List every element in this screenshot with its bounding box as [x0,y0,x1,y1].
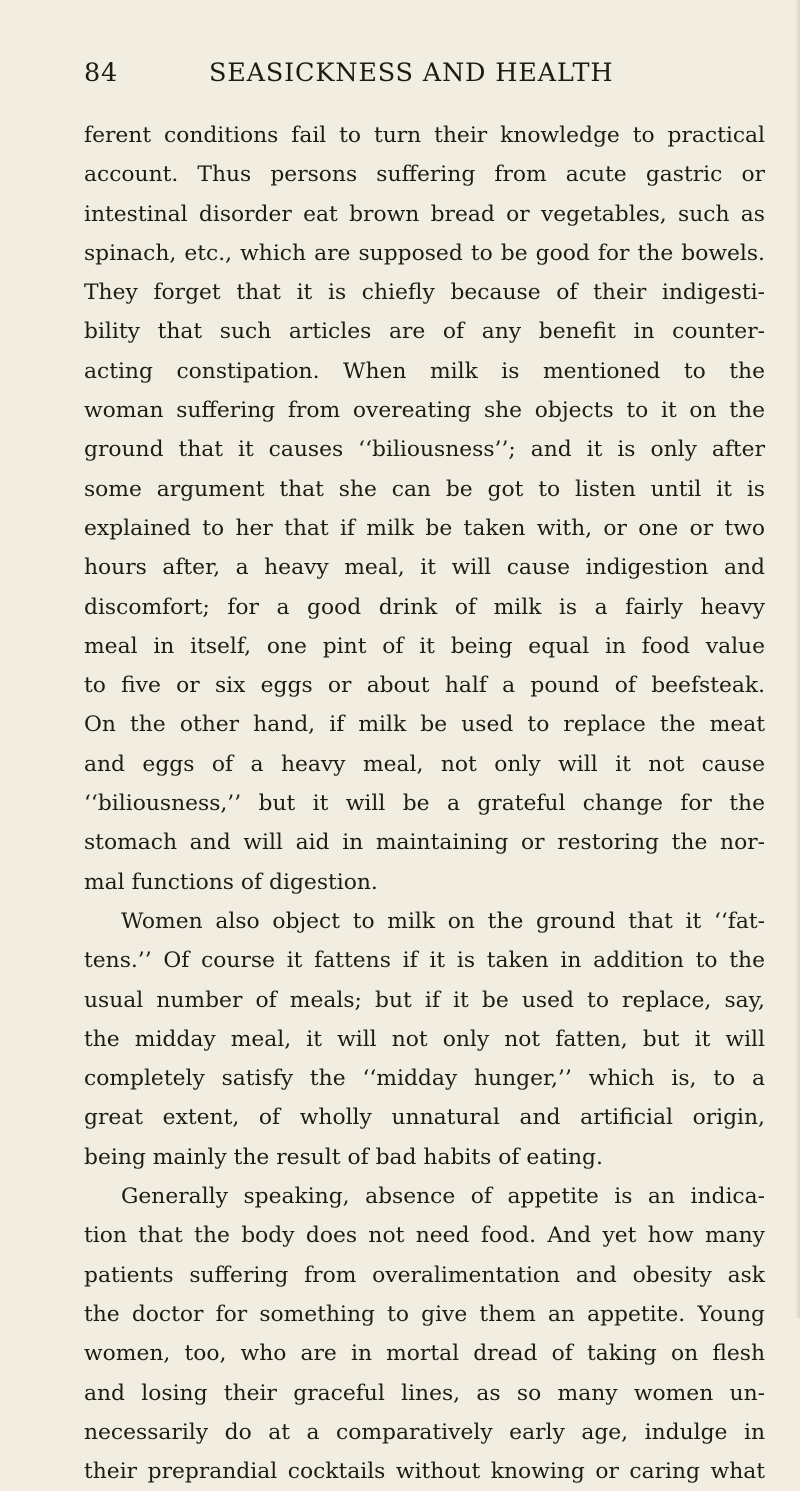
text-line: stomach and will aid in maintaining or restoring the nor- [84,830,765,856]
text-line: discomfort; for a good drink of milk is a fairly heavy [84,594,765,620]
text-line: tens.’’ Of course it fattens if it is taken in addition to the [84,948,765,974]
body-text [84,116,765,1491]
text-line: hours after, a heavy meal, it will cause indigestion and [84,555,765,581]
running-title: SEASICKNESS AND HEALTH [209,58,614,88]
paragraph-start-line: Women also object to milk on the ground that it ‘‘fat- [121,908,765,934]
text-line: On the other hand, if milk be used to replace the meat [84,712,765,738]
page-number: 84 [84,58,119,88]
text-line: ground that it causes ‘‘biliousness’’; and it is only after [84,437,765,463]
text-line: woman suffering from overeating she objects to it on the [84,398,765,424]
text-line: explained to her that if milk be taken with, or one or two [84,515,765,541]
text-line: necessarily do at a comparatively early age, indulge in [84,1419,765,1445]
text-line: completely satisfy the ‘‘midday hunger,’’ which is, to a [84,1066,765,1092]
text-line: the doctor for something to give them an appetite. Young [84,1301,765,1327]
text-line: to five or six eggs or about half a pound of beefsteak. [84,673,765,699]
text-line: usual number of meals; but if it be used to replace, say, [84,987,765,1013]
page-edge [795,0,800,1318]
text-line: ferent conditions fail to turn their knowledge to practical [84,123,765,148]
text-line: acting constipation. When milk is mentioned to the [84,358,765,384]
text-line: the midday meal, it will not only not fatten, but it will [84,1026,765,1052]
text-line: spinach, etc., which are supposed to be good for the bowels. [84,240,765,266]
text-line: intestinal disorder eat brown bread or vegetables, such as [84,201,765,227]
text-line: mal functions of digestion. [84,869,378,895]
text-line: tion that the body does not need food. And yet how many [84,1223,765,1249]
text-line: being mainly the result of bad habits of eating. [84,1144,603,1170]
text-line: and eggs of a heavy meal, not only will it not cause [84,751,765,777]
text-line: account. Thus persons suffering from acute gastric or [84,162,765,188]
text-line: their preprandial cocktails without knowing or caring what [84,1459,765,1485]
text-line: patients suffering from overalimentation and obesity ask [84,1262,765,1288]
running-header [84,58,760,98]
text-line: women, too, who are in mortal dread of taking on flesh [84,1341,765,1367]
text-line: ‘‘biliousness,’’ but it will be a grateful change for the [84,791,765,817]
text-line: great extent, of wholly unnatural and artificial origin, [84,1105,765,1131]
text-line: some argument that she can be got to listen until it is [84,476,765,502]
text-line: and losing their graceful lines, as so many women un- [84,1380,765,1406]
text-line: bility that such articles are of any benefit in counter- [84,319,765,345]
paragraph-start-line: Generally speaking, absence of appetite is an indica- [121,1184,765,1210]
text-line: They forget that it is chiefly because of their indigesti- [84,280,765,306]
text-line: meal in itself, one pint of it being equal in food value [84,633,765,659]
